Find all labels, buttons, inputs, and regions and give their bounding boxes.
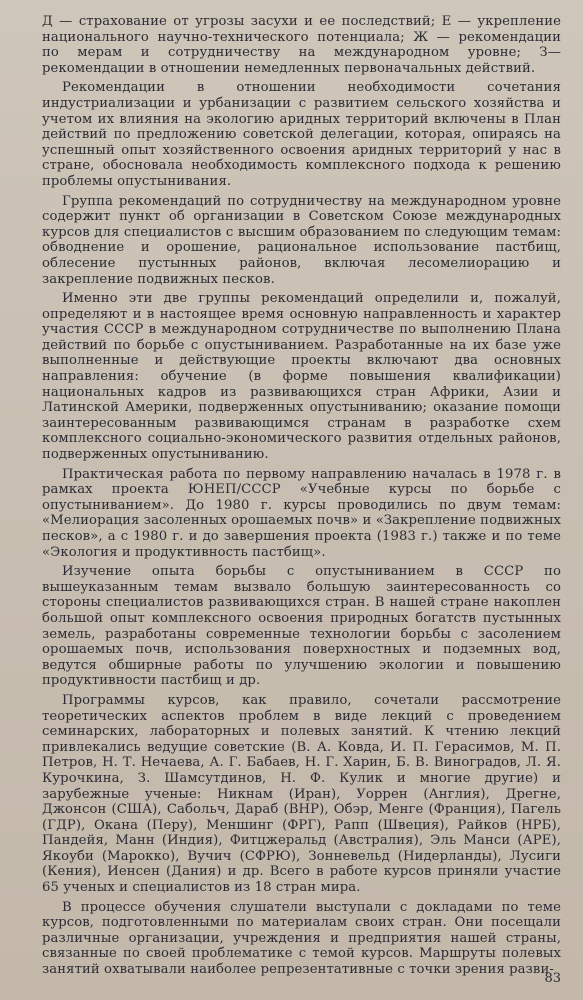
paragraph-2: Рекомендации в отношении необходимости сочетания индустриализации и урбанизации с развитием сельского хозяйства и учетом их влияния на экологию аридных территорий включены в План действий по предложению советской делегации, которая, опираясь на успешный опыт хозяйственного освоения аридных территорий у нас в стране, обосновала необходимость комплексного подхода к решению проблемы опустынивания.: [42, 80, 561, 189]
body-text: [42, 14, 561, 978]
paragraph-6: Изучение опыта борьбы с опустыниванием в СССР по вышеуказанным темам вызвало большую заинтересованность со стороны специалистов развивающихся стран. В нашей стране накоплен большой опыт комплексного освоения природных богатств пустынных земель, разработаны современные технологии борьбы с засолением орошаемых почв, использования поверхностных и подземных вод, ведутся обширные работы по улучшению экологии и повышению продуктивности пастбищ и др.: [42, 564, 561, 689]
page-number: 83: [544, 971, 561, 986]
paragraph-8: В процессе обучения слушатели выступали с докладами по теме курсов, подготовленными по материалам своих стран. Они посещали различные организации, учреждения и предприятия нашей страны, связанные по своей проблематике с темой курсов. Маршруты полевых занятий охватывали наиболее репрезентативные с точки зрения разви-: [42, 899, 561, 978]
paragraph-3: Группа рекомендаций по сотрудничеству на международном уровне содержит пункт об организации в Советском Союзе международных курсов для специалистов с высшим образованием по следующим темам: обводнение и орошение, рациональное использование пастбищ, облесение пустынных районов, включая лесомелиорацию и закрепление подвижных песков.: [42, 193, 561, 287]
paragraph-4: Именно эти две группы рекомендаций определили и, пожалуй, определяют и в настоящее время основную направленность и характер участия СССР в международном сотрудничестве по выполнению Плана действий по борьбе с опустыниванием. Разработанные на их базе уже выполненные и действующие проекты включают два основных направления: обучение (в форме повышения квалификации) национальных кадров из развивающихся стран Африки, Азии и Латинской Америки, подверженных опустыниванию; оказание помощи заинтересованным развивающимся странам в разработке схем комплексного социально-экономического развития отдельных районов, подверженных опустыниванию.: [42, 291, 561, 463]
paragraph-1: Д — страхование от угрозы засухи и ее последствий; Е — укрепление национального научно-технического потенциала; Ж — рекомендации по мерам и сотрудничеству на международном уровне; З—рекомендации в отношении немедленных первоначальных действий.: [42, 14, 561, 76]
paragraph-5: Практическая работа по первому направлению началась в 1978 г. в рамках проекта ЮНЕП/СССР «Учебные курсы по борьбе с опустыниванием». До 1980 г. курсы проводились по двум темам: «Мелиорация засоленных орошаемых почв» и «Закрепление подвижных песков», а с 1980 г. и до завершения проекта (1983 г.) также и по теме «Экология и продуктивность пастбищ».: [42, 466, 561, 560]
paragraph-7: Программы курсов, как правило, сочетали рассмотрение теоретических аспектов проблем в виде лекций с проведением семинарских, лабораторных и полевых занятий. К чтению лекций привлекались ведущие советские (В. А. Ковда, И. П. Герасимов, М. П. Петров, Н. Т. Нечаева, А. Г. Бабаев, Н. Г. Харин, Б. В. Виноградов, Л. Я. Курочкина, З. Шамсутдинов, Н. Ф. Кулик и многие другие) и зарубежные ученые: Никнам (Иран), Уоррен (Англия), Дрегне, Джонсон (США), Сабольч, Дараб (ВНР), Обэр, Менге (Франция), Пагель (ГДР), Окана (Перу), Меншинг (ФРГ), Рапп (Швеция), Райков (НРБ), Пандейя, Манн (Индия), Фитцжеральд (Австралия), Эль Манси (АРЕ), Якоуби (Марокко), Вучич (СФРЮ), Зонневельд (Нидерланды), Лусиги (Кения), Иенсен (Дания) и др. Всего в работе курсов приняли участие 65 ученых и специалистов из 18 стран мира.: [42, 692, 561, 896]
